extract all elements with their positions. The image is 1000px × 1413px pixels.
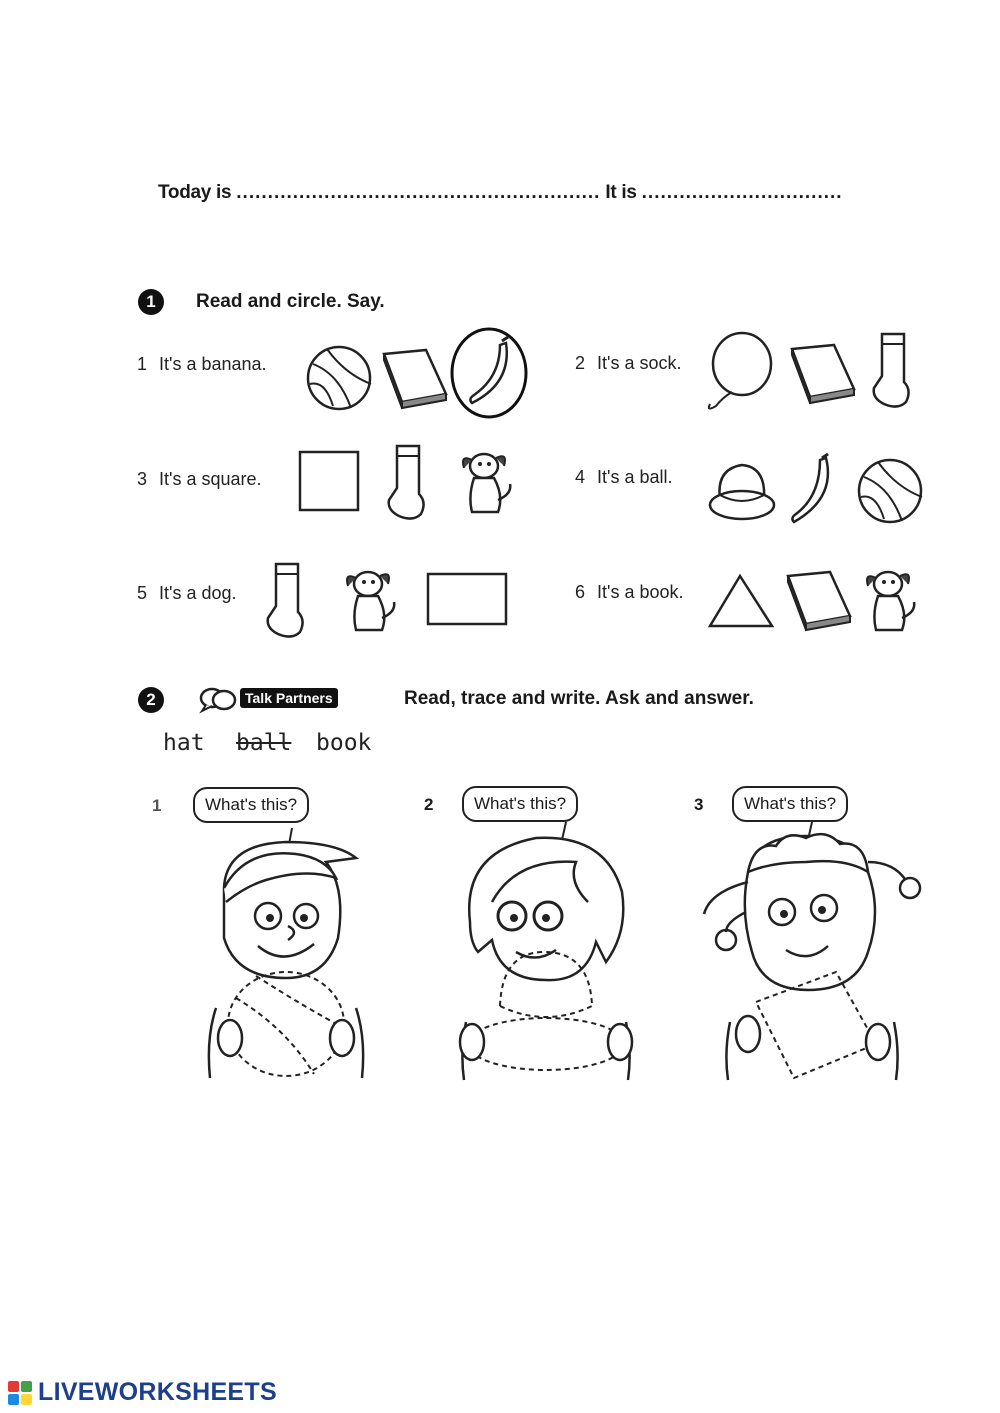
panel-3-number: 3 xyxy=(694,795,704,814)
item-5-text: It's a dog. xyxy=(159,583,237,603)
panel-1-number: 1 xyxy=(152,796,162,815)
dog-icon-2[interactable] xyxy=(340,562,400,638)
sock-icon-2[interactable] xyxy=(383,442,435,526)
triangle-icon[interactable] xyxy=(706,572,776,630)
item-3 xyxy=(137,469,262,490)
it-blank[interactable]: ................................ xyxy=(641,182,843,203)
banana-icon[interactable] xyxy=(786,452,846,528)
item-6 xyxy=(575,582,683,603)
item-2 xyxy=(575,353,681,374)
today-blank[interactable]: .......................................................... xyxy=(236,182,601,203)
today-label: Today is xyxy=(158,182,232,203)
section-2-title: Read, trace and write. Ask and answer. xyxy=(404,688,754,709)
hat-icon[interactable] xyxy=(706,455,778,525)
dog-icon-3[interactable] xyxy=(860,562,924,638)
word-ball-crossed: ball xyxy=(236,730,292,756)
sock-icon-3[interactable] xyxy=(262,560,314,644)
girl-with-hat-illustration xyxy=(456,822,636,1084)
item-1-number: 1 xyxy=(137,354,148,374)
logo-square-4 xyxy=(21,1394,32,1405)
it-label: It is xyxy=(605,182,637,203)
item-1 xyxy=(137,354,267,375)
item-6-number: 6 xyxy=(575,582,586,602)
logo-square-3 xyxy=(8,1394,19,1405)
panel-3-speech-bubble: What's this? xyxy=(732,786,848,822)
book-icon-3[interactable] xyxy=(784,570,854,632)
balloon-icon[interactable] xyxy=(702,332,776,414)
rectangle-icon[interactable] xyxy=(426,572,510,628)
section-1-title: Read and circle. Say. xyxy=(196,291,385,312)
ball-icon[interactable] xyxy=(305,344,375,414)
item-1-text: It's a banana. xyxy=(159,354,267,374)
logo-square-1 xyxy=(8,1381,19,1392)
panel-2-speech-bubble: What's this? xyxy=(462,786,578,822)
footer-brand[interactable] xyxy=(8,1378,277,1407)
item-4-number: 4 xyxy=(575,467,586,487)
ball-icon-2[interactable] xyxy=(856,457,926,527)
liveworksheets-logo-icon xyxy=(8,1381,32,1405)
word-hat: hat xyxy=(163,730,205,756)
section-2-number: 2 xyxy=(138,687,164,713)
item-3-number: 3 xyxy=(137,469,148,489)
item-2-text: It's a sock. xyxy=(597,353,682,373)
word-book: book xyxy=(316,730,372,756)
book-icon[interactable] xyxy=(380,348,450,410)
talk-partners-badge: Talk Partners xyxy=(240,688,338,708)
girl-with-square-illustration xyxy=(696,822,926,1084)
book-icon-2[interactable] xyxy=(788,343,858,405)
square-icon[interactable] xyxy=(298,450,362,514)
section-1-number: 1 xyxy=(138,289,164,315)
logo-square-2 xyxy=(21,1381,32,1392)
footer-brand-text: LIVEWORKSHEETS xyxy=(38,1378,277,1406)
item-2-number: 2 xyxy=(575,353,586,373)
speech-bubbles-icon xyxy=(198,686,238,712)
item-4-text: It's a ball. xyxy=(597,467,673,487)
date-line xyxy=(158,182,843,204)
panel-1-speech-bubble: What's this? xyxy=(193,787,309,823)
item-5 xyxy=(137,583,236,604)
banana-circled-icon[interactable] xyxy=(448,327,530,419)
boy-with-ball-illustration xyxy=(196,828,376,1084)
item-3-text: It's a square. xyxy=(159,469,262,489)
sock-icon[interactable] xyxy=(868,330,920,412)
item-4 xyxy=(575,467,672,488)
dog-icon[interactable] xyxy=(456,444,516,520)
item-6-text: It's a book. xyxy=(597,582,684,602)
panel-2-number: 2 xyxy=(424,795,434,814)
item-5-number: 5 xyxy=(137,583,148,603)
